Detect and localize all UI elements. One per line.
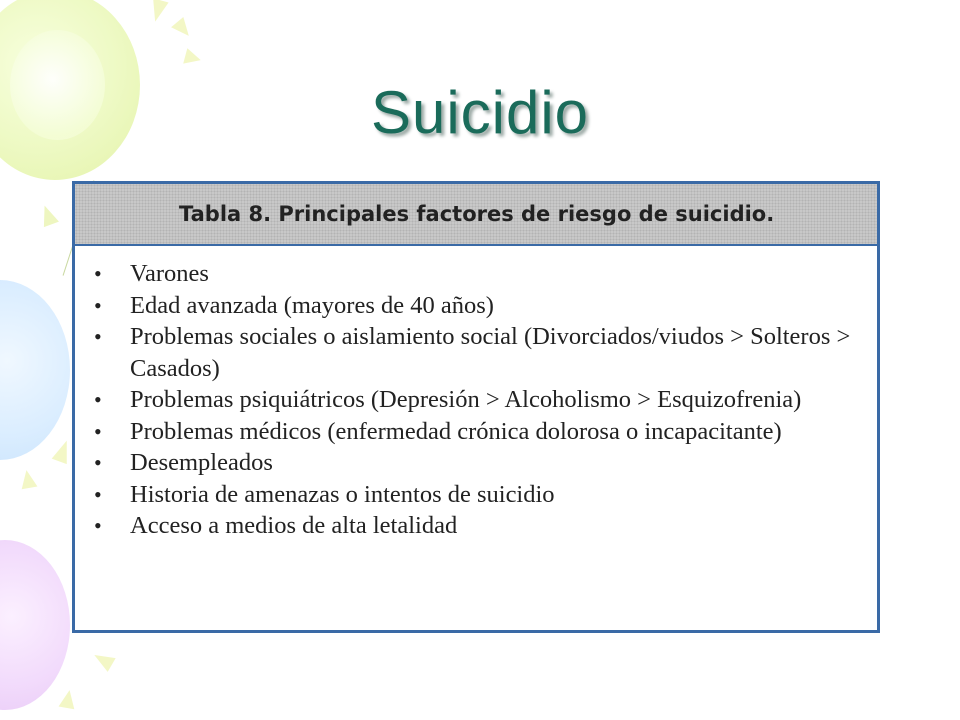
blue-balloon bbox=[0, 280, 70, 460]
sparkle-ray bbox=[37, 203, 59, 227]
list-item bbox=[75, 479, 877, 511]
list-item-text: Edad avanzada (mayores de 40 años) bbox=[130, 291, 494, 319]
sparkle-ray bbox=[52, 438, 75, 464]
slide-title: Suicidio bbox=[370, 79, 590, 146]
bullet-icon: • bbox=[94, 261, 102, 286]
sparkle-ray bbox=[171, 17, 195, 41]
list-item-text: Acceso a medios de alta letalidad bbox=[130, 512, 458, 539]
list-item bbox=[75, 416, 877, 448]
list-item bbox=[75, 447, 877, 479]
sparkle-ray bbox=[183, 48, 203, 68]
bullet-icon: • bbox=[94, 513, 102, 538]
risk-factors-table bbox=[72, 181, 880, 633]
bullet-icon: • bbox=[94, 418, 102, 444]
sparkle-ray bbox=[59, 689, 78, 710]
bullet-icon: • bbox=[94, 324, 102, 349]
list-item-text: Historia de amenazas o intentos de suicidio bbox=[130, 480, 555, 508]
list-item bbox=[75, 510, 877, 542]
list-item-text: Problemas médicos (enfermedad crónica dolorosa o incapacitante) bbox=[130, 417, 782, 445]
list-item-text: Problemas sociales o aislamiento social (Divorciados/viudos > Solteros > Casados) bbox=[130, 323, 851, 382]
list-item bbox=[75, 384, 877, 416]
bullet-icon: • bbox=[94, 292, 102, 318]
purple-balloon bbox=[0, 540, 70, 710]
list-item-text: Desempleados bbox=[130, 449, 273, 476]
risk-factor-list bbox=[75, 246, 877, 542]
sparkle-ray bbox=[147, 0, 168, 24]
bullet-icon: • bbox=[94, 481, 102, 507]
list-item-text: Varones bbox=[130, 260, 209, 287]
table-heading: Tabla 8. Principales factores de riesgo de suicidio. bbox=[75, 184, 877, 246]
list-item bbox=[75, 290, 877, 322]
bullet-icon: • bbox=[94, 450, 102, 475]
sparkle-ray bbox=[19, 469, 38, 490]
list-item bbox=[75, 321, 877, 384]
list-item-text: Problemas psiquiátricos (Depresión > Alcoholismo > Esquizofrenia) bbox=[130, 386, 802, 413]
bullet-icon: • bbox=[94, 387, 102, 412]
sparkle-ray bbox=[90, 648, 115, 672]
list-item bbox=[75, 258, 877, 290]
